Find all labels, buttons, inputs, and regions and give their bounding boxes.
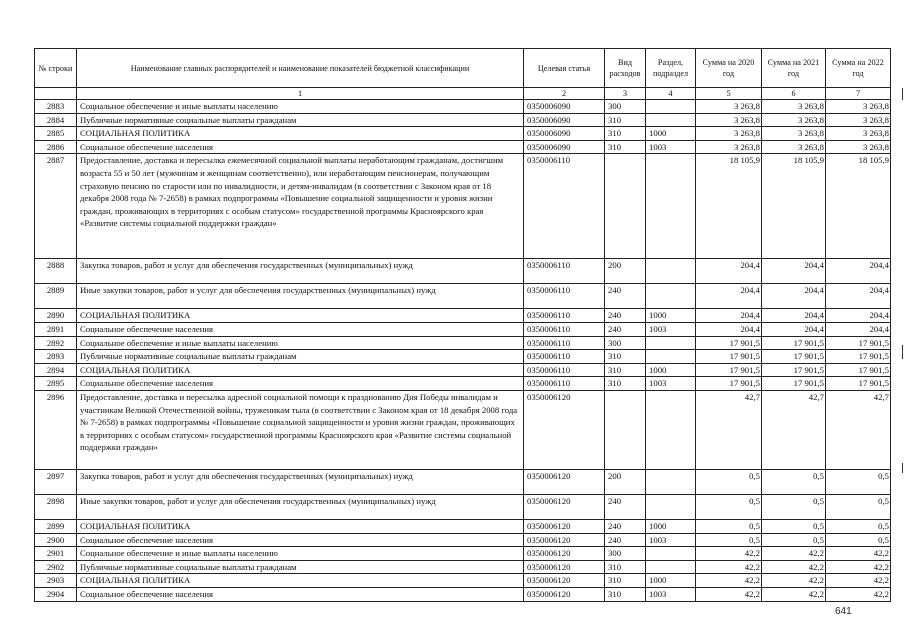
expense-type-cell: 310 xyxy=(605,113,646,127)
target-article-cell: 0350006120 xyxy=(524,533,605,547)
sum-2020-cell: 0,5 xyxy=(696,494,762,519)
table-row xyxy=(35,154,891,259)
expense-type-cell: 240 xyxy=(605,533,646,547)
row-name-cell: Социальное обеспечение населения xyxy=(77,322,524,336)
row-name-cell: СОЦИАЛЬНАЯ ПОЛИТИКА xyxy=(77,574,524,588)
sum-2021-cell: 204,4 xyxy=(762,322,826,336)
section-cell: 1000 xyxy=(646,519,696,533)
row-number-cell: 2885 xyxy=(35,127,77,141)
sum-2022-cell: 0,5 xyxy=(826,519,891,533)
target-article-cell: 0350006110 xyxy=(524,336,605,350)
table-row xyxy=(35,259,891,284)
sum-2022-cell: 17 901,5 xyxy=(826,377,891,391)
column-number: 1 xyxy=(77,88,524,100)
row-name-cell: Закупка товаров, работ и услуг для обеспечения государственных (муниципальных) нужд xyxy=(77,469,524,494)
scan-edge-mark xyxy=(902,345,903,359)
target-article-cell: 0350006110 xyxy=(524,377,605,391)
row-name-cell: Предоставление, доставка и пересылка ежемесячной социальной выплаты неработающим гражданам, достигшим возраста 55 и 50 лет (мужчинам и женщинам соответственно), или неработающим пенсионерам, получающим страховую пенсию по старости или по инвалидности, и детям-инвалидам (в соответствии с Законом края от 18 декабря 2008 года № 7-2658) в рамках подпрограммы «Повышение социальной защищенности и уровня жизни граждан, проживающих в территориях с особым статусом» государственной программы Красноярского края «Развитие системы социальной поддержки граждан» xyxy=(77,154,524,259)
row-name-cell: Закупка товаров, работ и услуг для обеспечения государственных (муниципальных) нужд xyxy=(77,259,524,284)
table-row xyxy=(35,350,891,364)
row-number-cell: 2899 xyxy=(35,519,77,533)
row-name-cell: Социальное обеспечение и иные выплаты населению xyxy=(77,336,524,350)
expense-type-cell xyxy=(605,154,646,259)
table-row xyxy=(35,390,891,469)
row-name-cell: СОЦИАЛЬНАЯ ПОЛИТИКА xyxy=(77,363,524,377)
target-article-cell: 0350006090 xyxy=(524,113,605,127)
sum-2021-cell: 42,2 xyxy=(762,547,826,561)
header-sum-2020: Сумма на 2020 год xyxy=(696,49,762,88)
page-number: 641 xyxy=(835,606,852,617)
sum-2022-cell: 17 901,5 xyxy=(826,350,891,364)
table-row xyxy=(35,560,891,574)
target-article-cell: 0350006090 xyxy=(524,100,605,114)
sum-2022-cell: 42,2 xyxy=(826,587,891,601)
section-cell: 1000 xyxy=(646,309,696,323)
header-row-number: № строки xyxy=(35,49,77,88)
table-row xyxy=(35,469,891,494)
row-name-cell: СОЦИАЛЬНАЯ ПОЛИТИКА xyxy=(77,309,524,323)
sum-2020-cell: 42,2 xyxy=(696,574,762,588)
column-number-row xyxy=(35,88,891,100)
table-row xyxy=(35,336,891,350)
sum-2022-cell: 204,4 xyxy=(826,309,891,323)
expense-type-cell: 310 xyxy=(605,587,646,601)
section-cell: 1003 xyxy=(646,533,696,547)
sum-2020-cell: 3 263,8 xyxy=(696,113,762,127)
sum-2020-cell: 42,2 xyxy=(696,560,762,574)
section-cell xyxy=(646,494,696,519)
row-number-cell: 2886 xyxy=(35,140,77,154)
row-number-cell: 2898 xyxy=(35,494,77,519)
sum-2021-cell: 0,5 xyxy=(762,533,826,547)
table-row xyxy=(35,363,891,377)
row-number-cell: 2904 xyxy=(35,587,77,601)
table-row xyxy=(35,547,891,561)
row-name-cell: СОЦИАЛЬНАЯ ПОЛИТИКА xyxy=(77,127,524,141)
sum-2020-cell: 17 901,5 xyxy=(696,350,762,364)
table-row xyxy=(35,574,891,588)
expense-type-cell: 310 xyxy=(605,350,646,364)
sum-2022-cell: 3 263,8 xyxy=(826,113,891,127)
row-name-cell: Социальное обеспечение населения xyxy=(77,377,524,391)
sum-2020-cell: 3 263,8 xyxy=(696,127,762,141)
row-name-cell: Социальное обеспечение и иные выплаты населению xyxy=(77,100,524,114)
sum-2021-cell: 3 263,8 xyxy=(762,100,826,114)
section-cell xyxy=(646,284,696,309)
section-cell: 1000 xyxy=(646,574,696,588)
sum-2022-cell: 17 901,5 xyxy=(826,336,891,350)
header-section: Раздел, подраздел xyxy=(646,49,696,88)
row-number-cell: 2890 xyxy=(35,309,77,323)
expense-type-cell: 240 xyxy=(605,309,646,323)
expense-type-cell: 200 xyxy=(605,259,646,284)
sum-2021-cell: 18 105,9 xyxy=(762,154,826,259)
table-row xyxy=(35,377,891,391)
sum-2021-cell: 42,2 xyxy=(762,587,826,601)
sum-2020-cell: 17 901,5 xyxy=(696,377,762,391)
sum-2021-cell: 17 901,5 xyxy=(762,363,826,377)
row-number-cell: 2883 xyxy=(35,100,77,114)
target-article-cell: 0350006120 xyxy=(524,574,605,588)
expense-type-cell: 240 xyxy=(605,284,646,309)
table-row xyxy=(35,284,891,309)
target-article-cell: 0350006110 xyxy=(524,309,605,323)
expense-type-cell: 240 xyxy=(605,322,646,336)
section-cell xyxy=(646,547,696,561)
row-number-cell: 2903 xyxy=(35,574,77,588)
sum-2020-cell: 204,4 xyxy=(696,259,762,284)
section-cell xyxy=(646,154,696,259)
row-name-cell: Публичные нормативные социальные выплаты гражданам xyxy=(77,350,524,364)
table-row xyxy=(35,127,891,141)
row-number-cell: 2895 xyxy=(35,377,77,391)
sum-2022-cell: 42,2 xyxy=(826,560,891,574)
section-cell: 1003 xyxy=(646,322,696,336)
sum-2021-cell: 42,2 xyxy=(762,574,826,588)
sum-2020-cell: 17 901,5 xyxy=(696,336,762,350)
row-number-cell: 2884 xyxy=(35,113,77,127)
sum-2021-cell: 42,2 xyxy=(762,560,826,574)
sum-2021-cell: 3 263,8 xyxy=(762,127,826,141)
row-number-cell: 2891 xyxy=(35,322,77,336)
sum-2022-cell: 42,2 xyxy=(826,547,891,561)
column-number-empty xyxy=(35,88,77,100)
table-row xyxy=(35,494,891,519)
row-name-cell: Иные закупки товаров, работ и услуг для обеспечения государственных (муниципальных) нужд xyxy=(77,494,524,519)
target-article-cell: 0350006110 xyxy=(524,284,605,309)
sum-2020-cell: 0,5 xyxy=(696,519,762,533)
target-article-cell: 0350006120 xyxy=(524,494,605,519)
expense-type-cell: 300 xyxy=(605,547,646,561)
sum-2020-cell: 18 105,9 xyxy=(696,154,762,259)
target-article-cell: 0350006110 xyxy=(524,154,605,259)
sum-2020-cell: 204,4 xyxy=(696,322,762,336)
section-cell: 1003 xyxy=(646,587,696,601)
row-number-cell: 2887 xyxy=(35,154,77,259)
sum-2021-cell: 42,7 xyxy=(762,390,826,469)
budget-table xyxy=(34,48,891,602)
section-cell xyxy=(646,100,696,114)
sum-2020-cell: 42,2 xyxy=(696,547,762,561)
sum-2020-cell: 204,4 xyxy=(696,309,762,323)
header-name: Наименование главных распорядителей и наименование показателей бюджетной классификации xyxy=(77,49,524,88)
sum-2021-cell: 3 263,8 xyxy=(762,140,826,154)
sum-2022-cell: 0,5 xyxy=(826,469,891,494)
row-number-cell: 2900 xyxy=(35,533,77,547)
target-article-cell: 0350006110 xyxy=(524,259,605,284)
row-name-cell: Иные закупки товаров, работ и услуг для обеспечения государственных (муниципальных) нужд xyxy=(77,284,524,309)
sum-2022-cell: 42,7 xyxy=(826,390,891,469)
sum-2020-cell: 3 263,8 xyxy=(696,140,762,154)
row-name-cell: Публичные нормативные социальные выплаты гражданам xyxy=(77,113,524,127)
header-row xyxy=(35,49,891,88)
section-cell: 1000 xyxy=(646,363,696,377)
target-article-cell: 0350006110 xyxy=(524,350,605,364)
sum-2022-cell: 17 901,5 xyxy=(826,363,891,377)
expense-type-cell: 310 xyxy=(605,560,646,574)
row-number-cell: 2896 xyxy=(35,390,77,469)
sum-2022-cell: 0,5 xyxy=(826,494,891,519)
sum-2022-cell: 204,4 xyxy=(826,259,891,284)
row-number-cell: 2893 xyxy=(35,350,77,364)
row-name-cell: Социальное обеспечение и иные выплаты населению xyxy=(77,547,524,561)
section-cell: 1003 xyxy=(646,377,696,391)
table-row xyxy=(35,533,891,547)
section-cell: 1000 xyxy=(646,127,696,141)
sum-2020-cell: 17 901,5 xyxy=(696,363,762,377)
section-cell: 1003 xyxy=(646,140,696,154)
target-article-cell: 0350006120 xyxy=(524,547,605,561)
header-sum-2022: Сумма на 2022 год xyxy=(826,49,891,88)
expense-type-cell xyxy=(605,390,646,469)
sum-2020-cell: 42,2 xyxy=(696,587,762,601)
target-article-cell: 0350006090 xyxy=(524,127,605,141)
column-number: 6 xyxy=(762,88,826,100)
expense-type-cell: 200 xyxy=(605,469,646,494)
row-number-cell: 2892 xyxy=(35,336,77,350)
sum-2022-cell: 18 105,9 xyxy=(826,154,891,259)
target-article-cell: 0350006110 xyxy=(524,322,605,336)
target-article-cell: 0350006120 xyxy=(524,519,605,533)
row-name-cell: Социальное обеспечение населения xyxy=(77,533,524,547)
sum-2021-cell: 204,4 xyxy=(762,284,826,309)
row-name-cell: Публичные нормативные социальные выплаты гражданам xyxy=(77,560,524,574)
scan-edge-mark xyxy=(902,88,903,100)
expense-type-cell: 240 xyxy=(605,519,646,533)
scan-edge-mark xyxy=(902,463,903,473)
sum-2021-cell: 17 901,5 xyxy=(762,350,826,364)
header-expense-type: Вид расходов xyxy=(605,49,646,88)
expense-type-cell: 240 xyxy=(605,494,646,519)
section-cell xyxy=(646,390,696,469)
row-name-cell: СОЦИАЛЬНАЯ ПОЛИТИКА xyxy=(77,519,524,533)
sum-2022-cell: 42,2 xyxy=(826,574,891,588)
target-article-cell: 0350006110 xyxy=(524,363,605,377)
sum-2020-cell: 3 263,8 xyxy=(696,100,762,114)
column-number: 2 xyxy=(524,88,605,100)
row-name-cell: Предоставление, доставка и пересылка адресной социальной помощи к празднованию Дня Победы инвалидам и участникам Великой Отечественной войны, труженикам тыла (в соответствии с Законом края от 18 декабря 2008 года № 7-2658) в рамках подпрограммы «Повышение социальной защищенности и уровня жизни граждан, проживающих в территориях с особым статусом» государственной программы Красноярского края «Развитие системы социальной поддержки граждан» xyxy=(77,390,524,469)
row-number-cell: 2889 xyxy=(35,284,77,309)
sum-2021-cell: 0,5 xyxy=(762,469,826,494)
sum-2021-cell: 0,5 xyxy=(762,494,826,519)
table-row xyxy=(35,587,891,601)
table-row xyxy=(35,113,891,127)
section-cell xyxy=(646,336,696,350)
expense-type-cell: 310 xyxy=(605,377,646,391)
sum-2022-cell: 0,5 xyxy=(826,533,891,547)
table-row xyxy=(35,140,891,154)
expense-type-cell: 310 xyxy=(605,574,646,588)
table-body xyxy=(35,100,891,602)
sum-2022-cell: 3 263,8 xyxy=(826,140,891,154)
table-row xyxy=(35,519,891,533)
row-name-cell: Социальное обеспечение населения xyxy=(77,587,524,601)
row-number-cell: 2897 xyxy=(35,469,77,494)
sum-2022-cell: 3 263,8 xyxy=(826,100,891,114)
row-number-cell: 2901 xyxy=(35,547,77,561)
sum-2020-cell: 42,7 xyxy=(696,390,762,469)
expense-type-cell: 310 xyxy=(605,140,646,154)
column-number: 4 xyxy=(646,88,696,100)
row-number-cell: 2894 xyxy=(35,363,77,377)
target-article-cell: 0350006090 xyxy=(524,140,605,154)
sum-2021-cell: 204,4 xyxy=(762,309,826,323)
row-number-cell: 2902 xyxy=(35,560,77,574)
section-cell xyxy=(646,259,696,284)
sum-2021-cell: 3 263,8 xyxy=(762,113,826,127)
header-sum-2021: Сумма на 2021 год xyxy=(762,49,826,88)
target-article-cell: 0350006120 xyxy=(524,469,605,494)
sum-2022-cell: 204,4 xyxy=(826,284,891,309)
sum-2021-cell: 0,5 xyxy=(762,519,826,533)
sum-2021-cell: 17 901,5 xyxy=(762,336,826,350)
sum-2020-cell: 204,4 xyxy=(696,284,762,309)
target-article-cell: 0350006120 xyxy=(524,560,605,574)
table-row xyxy=(35,100,891,114)
sum-2022-cell: 3 263,8 xyxy=(826,127,891,141)
column-number: 7 xyxy=(826,88,891,100)
section-cell xyxy=(646,113,696,127)
section-cell xyxy=(646,560,696,574)
column-number: 5 xyxy=(696,88,762,100)
sum-2020-cell: 0,5 xyxy=(696,469,762,494)
sum-2021-cell: 17 901,5 xyxy=(762,377,826,391)
section-cell xyxy=(646,350,696,364)
header-target-article: Целевая статья xyxy=(524,49,605,88)
target-article-cell: 0350006120 xyxy=(524,587,605,601)
section-cell xyxy=(646,469,696,494)
expense-type-cell: 300 xyxy=(605,100,646,114)
expense-type-cell: 310 xyxy=(605,127,646,141)
row-name-cell: Социальное обеспечение населения xyxy=(77,140,524,154)
expense-type-cell: 310 xyxy=(605,363,646,377)
sum-2020-cell: 0,5 xyxy=(696,533,762,547)
target-article-cell: 0350006120 xyxy=(524,390,605,469)
sum-2021-cell: 204,4 xyxy=(762,259,826,284)
row-number-cell: 2888 xyxy=(35,259,77,284)
expense-type-cell: 300 xyxy=(605,336,646,350)
column-number: 3 xyxy=(605,88,646,100)
table-row xyxy=(35,309,891,323)
sum-2022-cell: 204,4 xyxy=(826,322,891,336)
table-row xyxy=(35,322,891,336)
